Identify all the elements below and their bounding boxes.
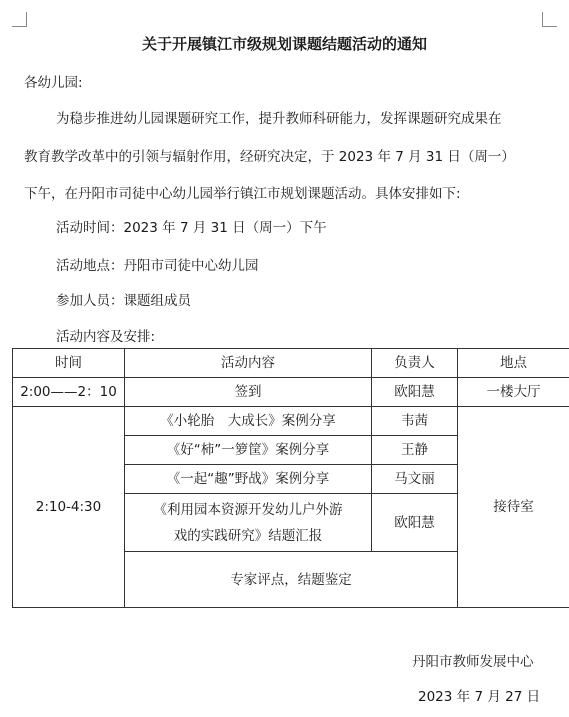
schedule-table bbox=[12, 348, 569, 608]
paragraph-line-2: 教育教学改革中的引领与辐射作用，经研究决定，于 2023 年 7 月 31 日（周一） bbox=[24, 149, 515, 165]
paragraph-line-3: 下午，在丹阳市司徒中心幼儿园举行镇江市规划课题活动。具体安排如下: bbox=[24, 186, 461, 202]
cell-content bbox=[125, 494, 372, 552]
page-corner-mark-left bbox=[12, 12, 27, 27]
cell-person: 韦茜 bbox=[372, 407, 458, 436]
issue-date: 2023 年 7 月 27 日 bbox=[418, 689, 541, 705]
table-row bbox=[13, 378, 569, 407]
schedule-heading: 活动内容及安排: bbox=[56, 329, 156, 345]
cell-person: 王静 bbox=[372, 436, 458, 465]
cell-place: 一楼大厅 bbox=[458, 378, 569, 407]
cell-person: 欧阳慧 bbox=[372, 378, 458, 407]
document-title: 关于开展镇江市级规划课题结题活动的通知 bbox=[141, 35, 427, 53]
activity-time: 活动时间：2023 年 7 月 31 日（周一）下午 bbox=[56, 220, 327, 236]
cell-content: 《好“柿”一箩筐》案例分享 bbox=[125, 436, 372, 465]
cell-content-line-2: 戏的实践研究》结题汇报 bbox=[173, 527, 323, 544]
participants: 参加人员：课题组成员 bbox=[56, 293, 191, 309]
cell-session-place: 接待室 bbox=[458, 407, 569, 608]
salutation: 各幼儿园: bbox=[24, 75, 83, 91]
cell-content: 《一起“趣”野战》案例分享 bbox=[125, 465, 372, 494]
table-header-row bbox=[13, 349, 569, 378]
header-content: 活动内容 bbox=[125, 349, 372, 378]
cell-content: 签到 bbox=[125, 378, 372, 407]
paragraph-line-1: 为稳步推进幼儿园课题研究工作，提升教师科研能力，发挥课题研究成果在 bbox=[56, 111, 502, 127]
header-place: 地点 bbox=[458, 349, 569, 378]
table-row bbox=[13, 407, 569, 436]
cell-person: 欧阳慧 bbox=[372, 494, 458, 552]
issuing-organization: 丹阳市教师发展中心 bbox=[412, 654, 534, 670]
header-time: 时间 bbox=[13, 349, 125, 378]
cell-session-time: 2:10-4:30 bbox=[13, 407, 125, 608]
cell-content-line-1: 《利用园本资源开发幼儿户外游 bbox=[153, 501, 343, 518]
page-corner-mark-right bbox=[542, 12, 557, 27]
header-person: 负责人 bbox=[372, 349, 458, 378]
cell-person: 马文丽 bbox=[372, 465, 458, 494]
cell-expert-review: 专家评点，结题鉴定 bbox=[125, 552, 458, 608]
activity-location: 活动地点：丹阳市司徒中心幼儿园 bbox=[56, 258, 259, 274]
cell-content: 《小轮胎 大成长》案例分享 bbox=[125, 407, 372, 436]
cell-time: 2:00——2：10 bbox=[13, 378, 125, 407]
